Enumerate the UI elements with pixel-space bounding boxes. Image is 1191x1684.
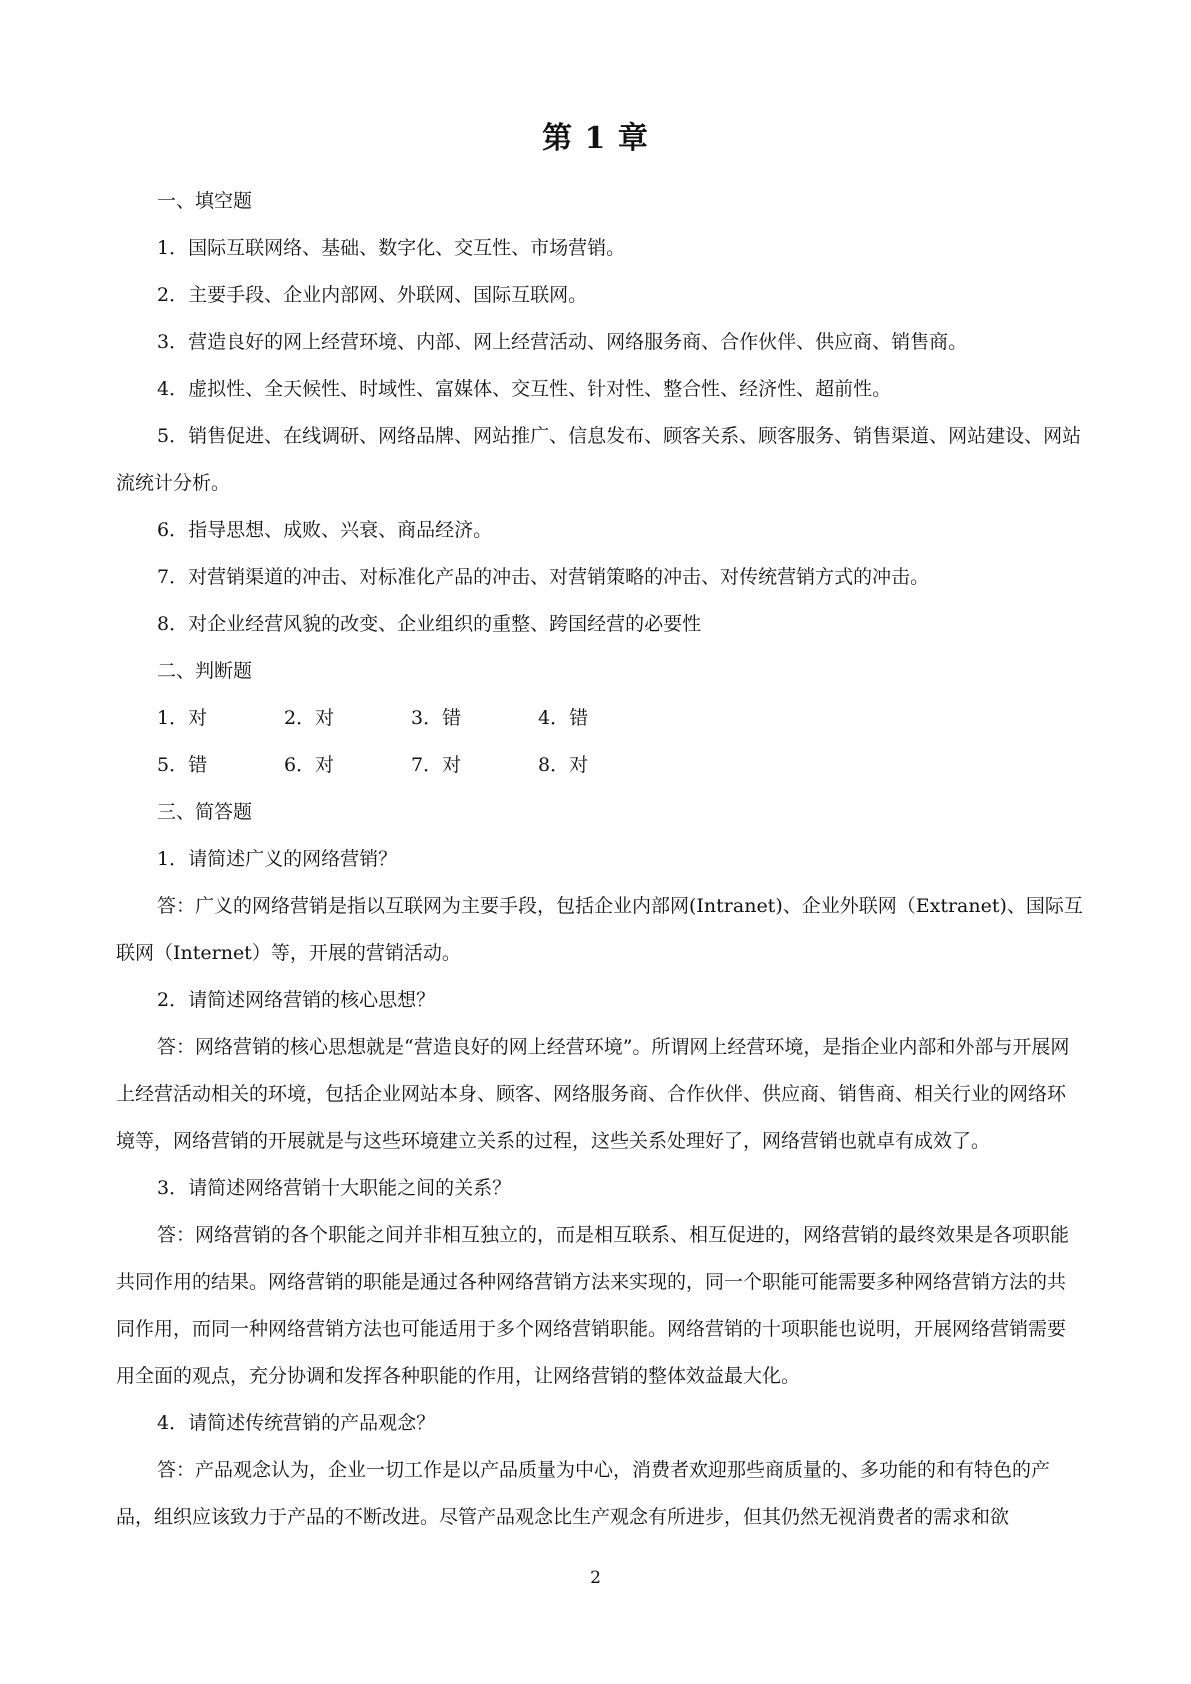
- true-false-row: [116, 695, 1084, 742]
- fill-in-item: 1．国际互联网络、基础、数字化、交互性、市场营销。: [157, 237, 626, 259]
- fill-in-item: 5．销售促进、在线调研、网络品牌、网站推广、信息发布、顾客关系、顾客服务、销售渠道、网站建设、网站流统计分析。: [116, 425, 1082, 494]
- true-false-answer: 2．对: [284, 707, 335, 729]
- fill-in-item: 6．指导思想、成败、兴衰、商品经济。: [157, 519, 493, 541]
- question: 4．请简述传统营销的产品观念？: [157, 1412, 436, 1434]
- section-heading-true-false: 二、判断题: [157, 660, 253, 682]
- fill-in-item: 7．对营销渠道的冲击、对标准化产品的冲击、对营销策略的冲击、对传统营销方式的冲击。: [157, 566, 930, 588]
- true-false-answer: 3．错: [411, 707, 462, 729]
- question: 3．请简述网络营销十大职能之间的关系？: [157, 1177, 512, 1199]
- section-heading-fill-in: 一、填空题: [157, 190, 253, 212]
- true-false-answer: 1．对: [157, 707, 208, 729]
- true-false-answer: 8．对: [538, 754, 589, 776]
- page-content: [116, 178, 1084, 1541]
- true-false-row: [116, 742, 1084, 789]
- true-false-answer: 6．对: [284, 754, 335, 776]
- true-false-answer: 4．错: [538, 707, 589, 729]
- answer: 答：广义的网络营销是指以互联网为主要手段，包括企业内部网(Intranet)、企业外联网（Extranet)、国际互联网（Internet）等，开展的营销活动。: [116, 895, 1083, 964]
- answer: 答：产品观念认为，企业一切工作是以产品质量为中心，消费者欢迎那些商质量的、多功能的和有特色的产品，组织应该致力于产品的不断改进。尽管产品观念比生产观念有所进步，但其仍然无视消费者的需求和欲: [116, 1459, 1051, 1528]
- fill-in-item: 4．虚拟性、全天候性、时域性、富媒体、交互性、针对性、整合性、经济性、超前性。: [157, 378, 892, 400]
- fill-in-item: 3．营造良好的网上经营环境、内部、网上经营活动、网络服务商、合作伙伴、供应商、销售商。: [157, 331, 968, 353]
- page-number: 2: [590, 1568, 601, 1588]
- chapter-title: 第 1 章: [542, 121, 649, 156]
- section-heading-short-answer: 三、简答题: [157, 801, 253, 823]
- answer: 答：网络营销的核心思想就是“营造良好的网上经营环境”。所谓网上经营环境，是指企业内部和外部与开展网上经营活动相关的环境，包括企业网站本身、顾客、网络服务商、合作伙伴、供应商、销售商、相关行业的网络环境等，网络营销的开展就是与这些环境建立关系的过程，这些关系处理好了，网络营销也就卓有成效了。: [116, 1036, 1070, 1152]
- fill-in-item: 2．主要手段、企业内部网、外联网、国际互联网。: [157, 284, 588, 306]
- question: 2．请简述网络营销的核心思想？: [157, 989, 436, 1011]
- question: 1．请简述广义的网络营销？: [157, 848, 398, 870]
- fill-in-item: 8．对企业经营风貌的改变、企业组织的重整、跨国经营的必要性: [157, 613, 702, 635]
- answer: 答：网络营销的各个职能之间并非相互独立的，而是相互联系、相互促进的，网络营销的最终效果是各项职能共同作用的结果。网络营销的职能是通过各种网络营销方法来实现的，同一个职能可能需要多种网络营销方法的共同作用，而同一种网络营销方法也可能适用于多个网络营销职能。网络营销的十项职能也说明，开展网络营销需要用全面的观点，充分协调和发挥各种职能的作用，让网络营销的整体效益最大化。: [116, 1224, 1070, 1387]
- true-false-answer: 5．错: [157, 754, 208, 776]
- true-false-answer: 7．对: [411, 754, 462, 776]
